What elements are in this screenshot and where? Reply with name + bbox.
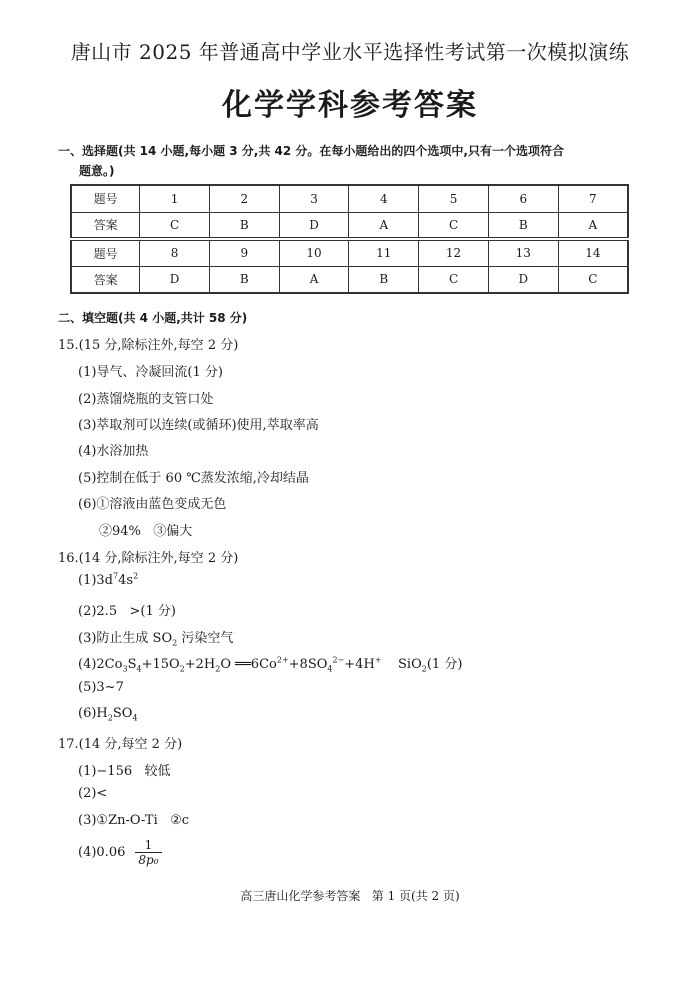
q15-answer-6b: ②94% ③偏大 [99, 524, 193, 539]
q16-a4-s6: 2 [421, 664, 427, 674]
answer-cell: D [140, 266, 210, 293]
subject-title: 化学学科参考答案 [222, 88, 478, 123]
row-label-number: 题号 [71, 185, 140, 212]
answer-cell: C [558, 266, 628, 293]
answer-cell: C [419, 266, 489, 293]
table-row [71, 185, 628, 212]
q16-a4-p4: +2H [184, 657, 216, 672]
section1-heading-cont: 题意。) [79, 164, 115, 178]
question-number: 12 [419, 239, 489, 266]
q17-title: 17.(14 分,每空 2 分) [58, 737, 183, 752]
q16-a3-suffix: 污染空气 [177, 631, 234, 646]
q16-answer-2: (2)2.5 >(1 分) [78, 604, 176, 619]
q16-a4-p6: +8SO [288, 657, 328, 672]
answer-cell: B [349, 266, 419, 293]
question-number: 5 [419, 185, 489, 212]
answer-cell: B [209, 212, 279, 239]
q15-answer-2: (2)蒸馏烧瓶的支管口处 [78, 392, 214, 407]
q16-a4-p7: +4H [344, 657, 375, 672]
q16-a4-p3: +15O [141, 657, 180, 672]
question-number: 10 [279, 239, 349, 266]
q16-a4-s3: 2 [179, 664, 185, 674]
q16-a1-sup2: 2 [133, 571, 139, 581]
question-number: 3 [279, 185, 349, 212]
q16-a4-p8: SiO [381, 657, 422, 672]
q16-answer-3 [78, 627, 233, 646]
question-number: 11 [349, 239, 419, 266]
answer-cell: B [209, 266, 279, 293]
table-row [71, 266, 628, 293]
q16-answer-6 [78, 706, 138, 721]
q17-answer-1: (1)−156 较低 [78, 764, 171, 779]
q16-answer-1 [78, 573, 138, 588]
row-label-answer: 答案 [71, 266, 140, 293]
answer-cell: C [140, 212, 210, 239]
q16-a4-p1: (4)2Co [78, 657, 123, 672]
question-number: 7 [558, 185, 628, 212]
table-row [71, 239, 628, 266]
q16-title: 16.(14 分,除标注外,每空 2 分) [58, 551, 239, 566]
row-label-answer: 答案 [71, 212, 140, 239]
q16-a4-s4: 2 [215, 664, 221, 674]
exam-title: 唐山市 2025 年普通高中学业水平选择性考试第一次模拟演练 [70, 40, 630, 64]
fraction-numerator: 1 [135, 838, 161, 853]
q15-answer-5: (5)控制在低于 60 ℃蒸发浓缩,冷却结晶 [78, 471, 309, 486]
q16-answer-5: (5)3~7 [78, 680, 124, 695]
q16-a4-sup2: 2− [332, 655, 345, 665]
q16-a1-prefix: (1)3d [78, 573, 114, 588]
answer-table [70, 184, 629, 294]
q15-answer-1: (1)导气、冷凝回流(1 分) [78, 365, 223, 380]
q16-a4-sup1: 2+ [276, 655, 289, 665]
q17-answer-3: (3)①Zn-O-Ti ②c [78, 813, 190, 828]
page-footer: 高三唐山化学参考答案 第 1 页(共 2 页) [240, 889, 460, 903]
answer-cell: A [279, 266, 349, 293]
q16-a4-sup3: + [374, 655, 382, 665]
question-number: 1 [140, 185, 210, 212]
fraction-denominator: 8p₀ [138, 853, 159, 867]
answer-cell: B [488, 212, 558, 239]
fraction [135, 838, 161, 867]
q15-answer-6: (6)①溶液由蓝色变成无色 [78, 497, 227, 512]
answer-cell: D [279, 212, 349, 239]
q15-title: 15.(15 分,除标注外,每空 2 分) [58, 338, 239, 353]
q16-a6-p2: SO [112, 706, 133, 721]
question-number: 8 [140, 239, 210, 266]
q17-answer-4 [78, 838, 162, 867]
q16-a4-p5: O ══6Co [220, 657, 277, 672]
q16-a6-p1: (6)H [78, 706, 108, 721]
question-number: 14 [558, 239, 628, 266]
section2-heading: 二、填空题(共 4 小题,共计 58 分) [58, 311, 248, 325]
answer-cell: D [488, 266, 558, 293]
question-number: 6 [488, 185, 558, 212]
q16-a3-prefix: (3)防止生成 SO [78, 631, 173, 646]
q16-a4-p2: S [127, 657, 137, 672]
q16-answer-4 [78, 653, 462, 672]
row-label-number: 题号 [71, 239, 140, 266]
answer-cell: A [558, 212, 628, 239]
q16-a4-s5: 4 [327, 664, 333, 674]
q16-a6-s1: 2 [107, 713, 113, 723]
answer-cell: C [419, 212, 489, 239]
q17-answer-2: (2)< [78, 786, 108, 801]
question-number: 2 [209, 185, 279, 212]
q16-a4-s2: 4 [136, 664, 142, 674]
q16-a4-p9: (1 分) [426, 657, 463, 672]
q15-answer-4: (4)水浴加热 [78, 444, 149, 459]
q16-a3-sub: 2 [172, 638, 178, 648]
q16-a1-sup1: 7 [113, 571, 119, 581]
q16-a4-s1: 3 [122, 664, 128, 674]
q16-a6-s2: 4 [132, 713, 138, 723]
answer-cell: A [349, 212, 419, 239]
q16-a1-mid: 4s [118, 573, 134, 588]
question-number: 13 [488, 239, 558, 266]
section1-heading: 一、选择题(共 14 小题,每小题 3 分,共 42 分。在每小题给出的四个选项中,只有一个选项符合 [58, 144, 564, 158]
question-number: 9 [209, 239, 279, 266]
table-row [71, 212, 628, 239]
q15-answer-3: (3)萃取剂可以连续(或循环)使用,萃取率高 [78, 418, 319, 433]
question-number: 4 [349, 185, 419, 212]
q17-a4-prefix: (4)0.06 [78, 845, 126, 860]
